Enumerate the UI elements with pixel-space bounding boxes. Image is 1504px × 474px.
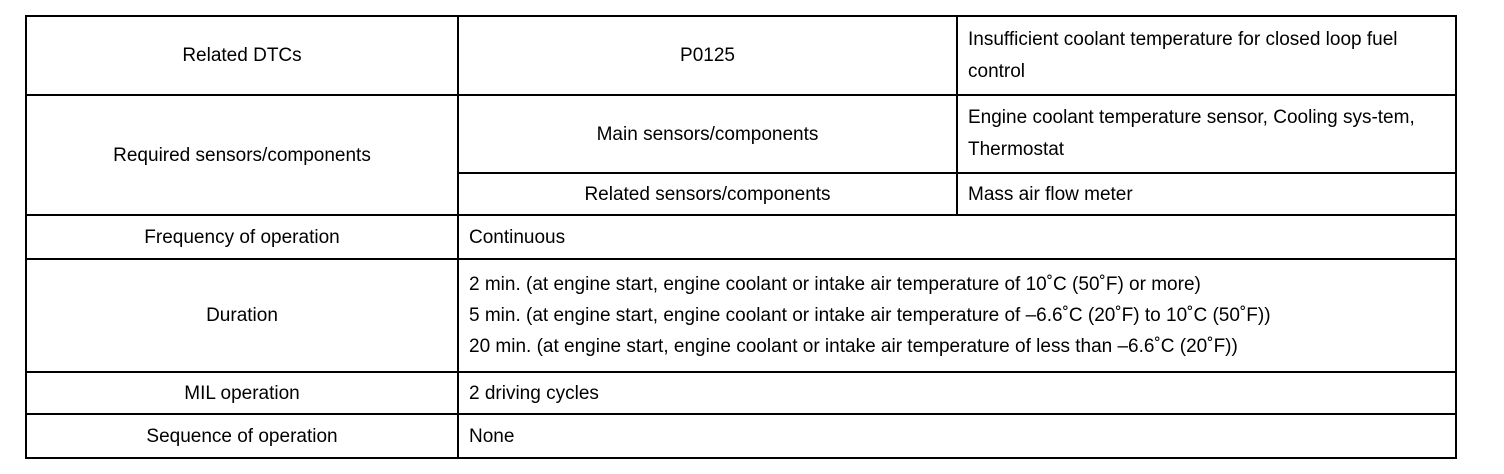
frequency-value: Continuous xyxy=(458,215,1456,259)
related-sensors-label: Related sensors/components xyxy=(458,173,957,215)
dtc-description: Insufficient coolant temperature for closed loop fuel control xyxy=(957,16,1456,95)
monitor-spec-table xyxy=(25,15,1457,459)
frequency-label: Frequency of operation xyxy=(26,215,458,259)
duration-line: 2 min. (at engine start, engine coolant or intake air temperature of 10˚C (50˚F) or more) xyxy=(469,274,1201,295)
duration-value xyxy=(458,259,1456,372)
duration-line: 20 min. (at engine start, engine coolant or intake air temperature of less than –6.6˚C (20˚F)) xyxy=(469,336,1238,357)
related-dtcs-label: Related DTCs xyxy=(26,16,458,95)
related-sensors-value: Mass air flow meter xyxy=(957,173,1456,215)
sequence-label: Sequence of operation xyxy=(26,414,458,458)
table-row-sequence xyxy=(26,414,1456,458)
mil-operation-label: MIL operation xyxy=(26,372,458,414)
mil-operation-value: 2 driving cycles xyxy=(458,372,1456,414)
table-row-related-dtcs xyxy=(26,16,1456,95)
table-row-frequency xyxy=(26,215,1456,259)
table-row-mil-operation xyxy=(26,372,1456,414)
duration-line: 5 min. (at engine start, engine coolant or intake air temperature of –6.6˚C (20˚F) to 10˚C (50˚F)) xyxy=(469,305,1271,326)
duration-label: Duration xyxy=(26,259,458,372)
required-sensors-label: Required sensors/components xyxy=(26,95,458,215)
dtc-code: P0125 xyxy=(458,16,957,95)
sequence-value: None xyxy=(458,414,1456,458)
main-sensors-label: Main sensors/components xyxy=(458,95,957,173)
main-sensors-value: Engine coolant temperature sensor, Cooling sys-tem, Thermostat xyxy=(957,95,1456,173)
table-row-duration xyxy=(26,259,1456,372)
table-row-main-sensors xyxy=(26,95,1456,173)
